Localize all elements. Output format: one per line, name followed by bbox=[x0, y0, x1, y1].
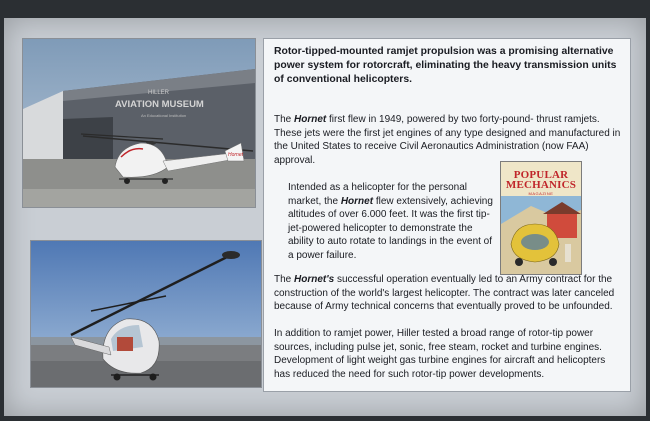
paragraph-personal-market bbox=[288, 181, 498, 263]
magazine-title bbox=[501, 170, 581, 190]
photo-hornet-at-museum bbox=[22, 38, 256, 208]
p3-hornets: Hornet's bbox=[294, 274, 335, 285]
p3-post: successful operation eventually led to an Army contract for the construction of the world's largest helicopter. The contract was later canceled because of Army technical concerns that eventually proved to be unfounded. bbox=[274, 274, 615, 313]
p1-hornet: Hornet bbox=[294, 114, 327, 125]
sign-line1: HILLER bbox=[148, 90, 170, 96]
paragraph-rotor-tip-power: In addition to ramjet power, Hiller tested a broad range of rotor-tip power sources, including pulse jet, sonic, free steam, rocket and turbine engines. Development of light weight gas turbine engines for aircraft and helicopters has reduced the need for such rotor-tip power developments. bbox=[274, 328, 606, 380]
lead-paragraph: Rotor-tipped-mounted ramjet propulsion was a promising alternative power system for rotorcraft, eliminating the heavy transmission units of conventional helicopters. bbox=[274, 46, 617, 85]
p1-post: first flew in 1949, powered by two forty-pound- thrust ramjets. These jets were the first jet engines of any type designed and manufactured in the United States to receive Civil Aeronautics Administration (now FAA) approval. bbox=[274, 114, 621, 166]
p2-post: flew extensively, achieving altitudes of over 6.000 feet. It was the first tip-jet-powered helicopter to demonstrate the ability to auto rotate to landings in the event of a power failure. bbox=[288, 195, 493, 261]
sign-line3: An Educational Institution bbox=[141, 113, 187, 118]
magazine-subtitle: MAGAZINE bbox=[528, 191, 554, 196]
photo-hornet-airfield bbox=[30, 240, 262, 388]
popular-mechanics-cover bbox=[500, 161, 582, 275]
paragraph-first-flight bbox=[274, 113, 624, 167]
airfield-photo-illustration bbox=[31, 241, 261, 387]
p2-pre: Intended as a helicopter for the personal market, the bbox=[288, 182, 468, 207]
museum-photo-illustration bbox=[23, 39, 255, 207]
paragraph-army-contract bbox=[274, 273, 624, 314]
magazine-title-line1: POPULAR bbox=[513, 169, 569, 181]
tail-text: Hornet bbox=[228, 152, 244, 158]
p1-pre: The bbox=[274, 114, 295, 125]
info-panel bbox=[263, 38, 631, 392]
p2-hornet: Hornet bbox=[340, 195, 374, 207]
magazine-title-line2: MECHANICS bbox=[505, 179, 577, 191]
p3-pre: The bbox=[274, 274, 295, 285]
sign-line2: AVIATION MUSEUM bbox=[115, 99, 204, 110]
